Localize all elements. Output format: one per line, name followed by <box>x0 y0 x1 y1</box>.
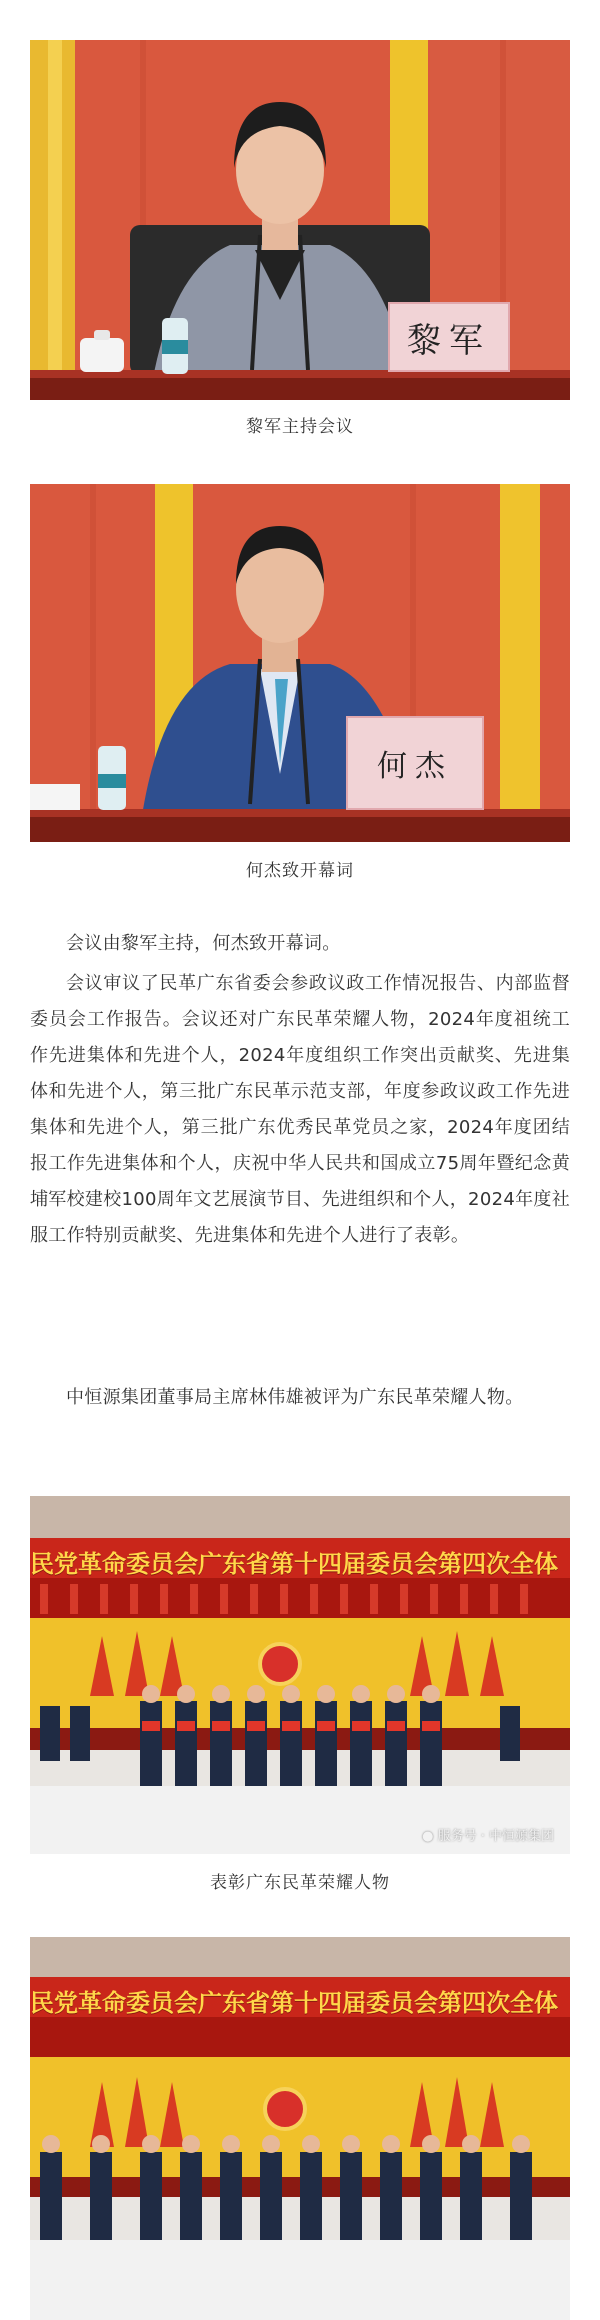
nameplate-li-jun: 黎军 <box>388 302 510 372</box>
he-jie-speaking-image <box>30 484 570 842</box>
photo-award-ceremony-2 <box>30 1937 570 2320</box>
watermark <box>422 1825 554 1844</box>
photo-he-jie <box>30 484 570 842</box>
caption-he-jie: 何杰致开幕词 <box>246 861 354 881</box>
watermark-text: 服务号 · 中恒源集团 <box>437 1829 554 1844</box>
paragraph-awards: 会议审议了民革广东省委会参政议政工作情况报告、内部监督委员会工作报告。会议还对广东民革荣耀人物，2024年度祖统工作先进集体和先进个人，2024年度组织工作突出贡献奖、先进集体和先进个人，第三批广东民革示范支部，年度参政议政工作先进集体和先进个人，第三批广东优秀民革党员之家，2024年度团结报工作先进集体和个人，庆祝中华人民共和国成立75周年暨纪念黄埔军校建校100周年文艺展演节目、先进组织和个人，2024年度社服工作特别贡献奖、先进集体和先进个人进行了表彰。 <box>30 973 570 1246</box>
paragraph-lin-weixiong: 中恒源集团董事局主席林伟雄被评为广东民革荣耀人物。 <box>66 1387 524 1408</box>
photo-award-ceremony <box>30 1496 570 1854</box>
banner-text-ceremony-2: 民党革命委员会广东省第十四届委员会第四次全体 <box>30 1988 558 2017</box>
banner-text-ceremony: 民党革命委员会广东省第十四届委员会第四次全体 <box>30 1549 558 1578</box>
nameplate-he-jie: 何杰 <box>346 716 484 810</box>
caption-award-ceremony: 表彰广东民革荣耀人物 <box>210 1873 390 1893</box>
photo-li-jun <box>30 40 570 400</box>
wechat-icon: ● <box>422 1829 434 1844</box>
caption-li-jun: 黎军主持会议 <box>246 417 354 437</box>
paragraph-host: 会议由黎军主持，何杰致开幕词。 <box>66 933 341 954</box>
